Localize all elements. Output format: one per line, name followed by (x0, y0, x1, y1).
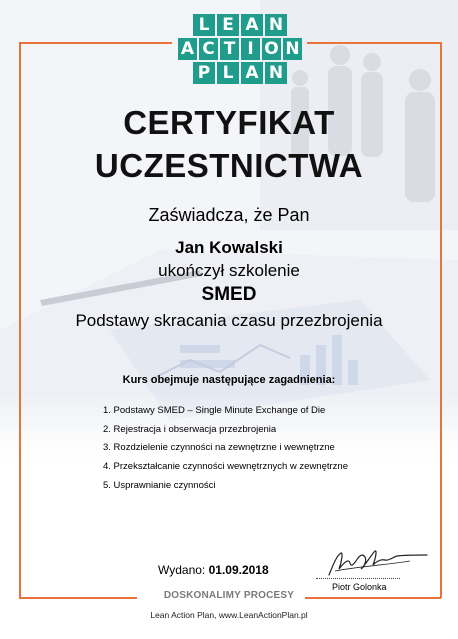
logo-tile: N (265, 62, 287, 84)
handwritten-signature (315, 547, 435, 579)
logo-tile: T (220, 38, 239, 60)
logo-tile: C (199, 38, 218, 60)
lean-action-plan-logo (178, 14, 302, 86)
completion-statement: ukończył szkolenie (158, 261, 300, 280)
certificate-intro: Zaświadcza, że Pan (148, 205, 310, 225)
logo-tile: A (241, 14, 263, 36)
logo-row-action (178, 38, 302, 60)
logo-tile: O (262, 38, 281, 60)
list-item: 1. Podstawy SMED – Single Minute Exchange of Die (103, 405, 326, 416)
logo-tile: N (265, 14, 287, 36)
course-name: Podstawy skracania czasu przezbrojenia (75, 311, 383, 330)
issue-date-line (158, 563, 269, 577)
topics-heading: Kurs obejmuje następujące zagadnienia: (122, 374, 336, 386)
frame-top-right-border (307, 42, 441, 44)
logo-tile: L (217, 62, 239, 84)
company-motto: DOSKONALIMY PROCESY (163, 590, 295, 601)
company-contact: Lean Action Plan, www.LeanActionPlan.pl (150, 610, 308, 620)
course-code: SMED (201, 284, 257, 305)
participant-name: Jan Kowalski (175, 238, 283, 257)
logo-tile: P (193, 62, 215, 84)
logo-tile: I (241, 38, 260, 60)
logo-tile: L (193, 14, 215, 36)
frame-top-left-border (19, 42, 172, 44)
certificate-title-line1: CERTYFIKAT (123, 104, 335, 141)
logo-tile: E (217, 14, 239, 36)
issue-label: Wydano: (158, 563, 206, 577)
issue-date: 01.09.2018 (208, 563, 269, 577)
logo-row-lean (178, 14, 302, 36)
topics-list (103, 404, 348, 497)
signature-line (316, 578, 400, 579)
logo-tile: A (178, 38, 197, 60)
logo-row-plan (178, 62, 302, 84)
signer-name: Piotr Golonka (332, 582, 387, 592)
logo-tile: N (283, 38, 302, 60)
logo-tile: A (241, 62, 263, 84)
certificate-title-line2: UCZESTNICTWA (94, 147, 364, 184)
list-item: 5. Usprawnianie czynności (103, 479, 216, 491)
list-item: 2. Rejestracja i obserwacja przezbrojenia (103, 423, 277, 435)
list-item: 4. Przekształcanie czynności wewnętrznych w zewnętrzne (103, 461, 348, 473)
list-item: 3. Rozdzielenie czynności na zewnętrzne i wewnętrzne (103, 442, 335, 454)
